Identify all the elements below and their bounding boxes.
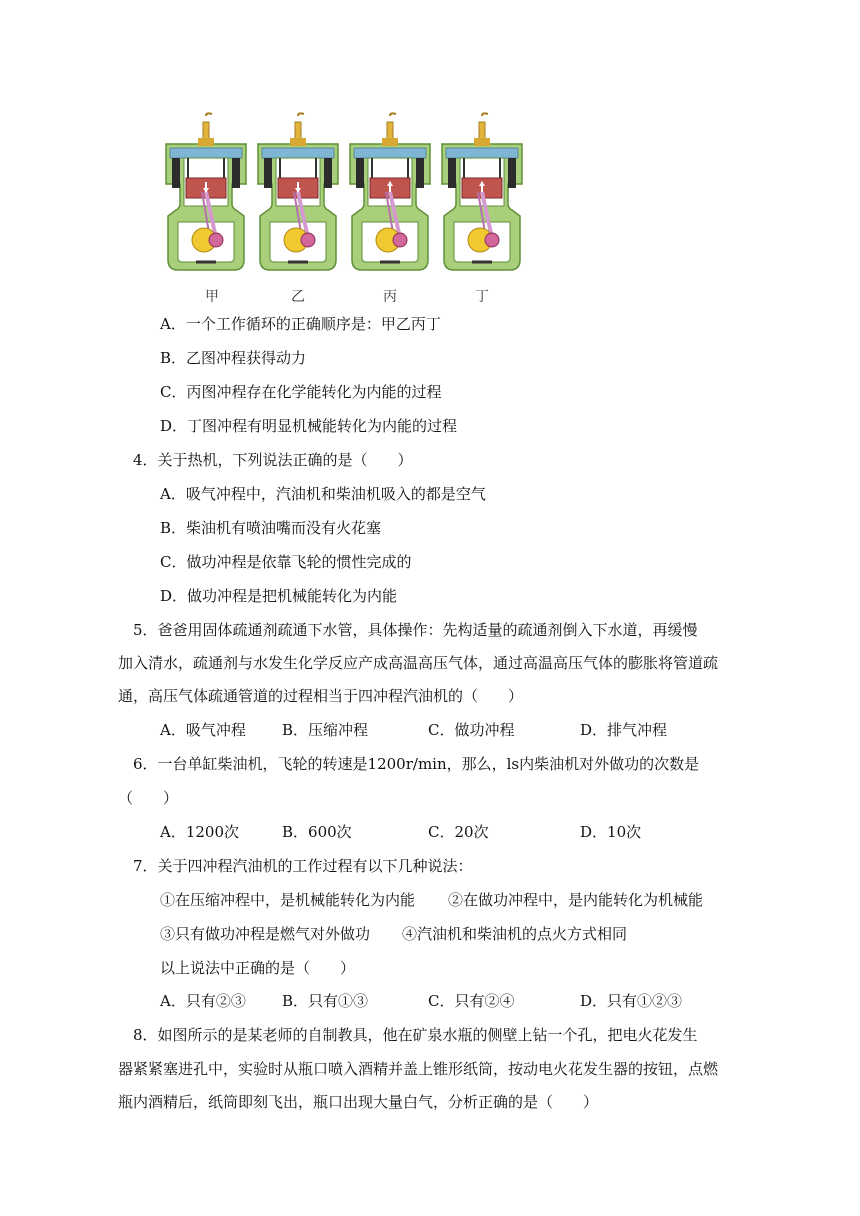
q3-option-a: A．一个工作循环的正确顺序是：甲乙丙丁: [160, 315, 441, 333]
q6-option-c: C．20次: [428, 823, 489, 841]
q7-ask: 以上说法中正确的是（ ）: [160, 959, 356, 977]
q7-statement-4: ④汽油机和柴油机的点火方式相同: [402, 925, 628, 943]
q3-option-d: D．丁图冲程有明显机械能转化为内能的过程: [160, 417, 458, 435]
q7-option-b: B．只有①③: [282, 992, 369, 1010]
q3-option-c: C．丙图冲程存在化学能转化为内能的过程: [160, 383, 442, 401]
q7-statement-2: ②在做功冲程中，是内能转化为机械能: [448, 891, 704, 909]
figure-label-yi: 乙: [291, 289, 305, 305]
q5-line-1: 5．爸爸用固体疏通剂疏通下水管，具体操作：先构适量的疏通剂倒入下水道，再缓慢: [133, 621, 698, 639]
q5-option-d: D．排气冲程: [580, 721, 668, 739]
q4-option-d: D．做功冲程是把机械能转化为内能: [160, 587, 398, 605]
q7-stem: 7．关于四冲程汽油机的工作过程有以下几种说法：: [133, 857, 473, 875]
q8-line-3: 瓶内酒精后，纸筒即刻飞出，瓶口出现大量白气，分析正确的是（ ）: [118, 1093, 599, 1111]
q7-statement-1: ①在压缩冲程中，是机械能转化为内能: [160, 891, 416, 909]
q6-option-b: B．600次: [282, 823, 352, 841]
figure-label-jia: 甲: [205, 289, 219, 305]
q6-option-a: A．1200次: [160, 823, 240, 841]
q6-option-d: D．10次: [580, 823, 642, 841]
q7-option-a: A．只有②③: [160, 992, 246, 1010]
engine-diagram-ding: [436, 112, 528, 272]
q7-statement-3: ③只有做功冲程是燃气对外做功: [160, 925, 371, 943]
q4-option-b: B．柴油机有喷油嘴而没有火花塞: [160, 519, 382, 537]
q5-line-2: 加入清水，疏通剂与水发生化学反应产成高温高压气体，通过高温高压气体的膨胀将管道疏: [118, 654, 719, 672]
q5-option-a: A．吸气冲程: [160, 721, 246, 739]
q5-option-c: C．做功冲程: [428, 721, 515, 739]
engine-strokes-figure: [160, 112, 530, 305]
figure-label-bing: 丙: [383, 289, 397, 305]
figure-label-ding: 丁: [475, 289, 489, 305]
q6-line-1: 6．一台单缸柴油机，飞轮的转速是1200r/min，那么，ls内柴油机对外做功的次数是: [133, 755, 700, 773]
q7-option-d: D．只有①②③: [580, 992, 683, 1010]
engine-diagram-jia: [160, 112, 252, 272]
q5-line-3: 通，高压气体疏通管道的过程相当于四冲程汽油机的（ ）: [118, 687, 524, 705]
q8-line-1: 8．如图所示的是某老师的自制教具，他在矿泉水瓶的侧壁上钻一个孔，把电火花发生: [133, 1026, 698, 1044]
engine-diagram-yi: [252, 112, 344, 272]
engine-diagram-bing: [344, 112, 436, 272]
q8-line-2: 器紧紧塞进孔中，实验时从瓶口喷入酒精并盖上锥形纸筒，按动电火花发生器的按钮，点燃: [118, 1060, 719, 1078]
q4-option-a: A．吸气冲程中，汽油机和柴油机吸入的都是空气: [160, 485, 486, 503]
q4-option-c: C．做功冲程是依靠飞轮的惯性完成的: [160, 553, 412, 571]
q5-option-b: B．压缩冲程: [282, 721, 369, 739]
q7-option-c: C．只有②④: [428, 992, 515, 1010]
q4-stem: 4．关于热机，下列说法正确的是（ ）: [133, 451, 413, 469]
q3-option-b: B．乙图冲程获得动力: [160, 349, 307, 367]
q6-line-2: （ ）: [118, 789, 179, 807]
